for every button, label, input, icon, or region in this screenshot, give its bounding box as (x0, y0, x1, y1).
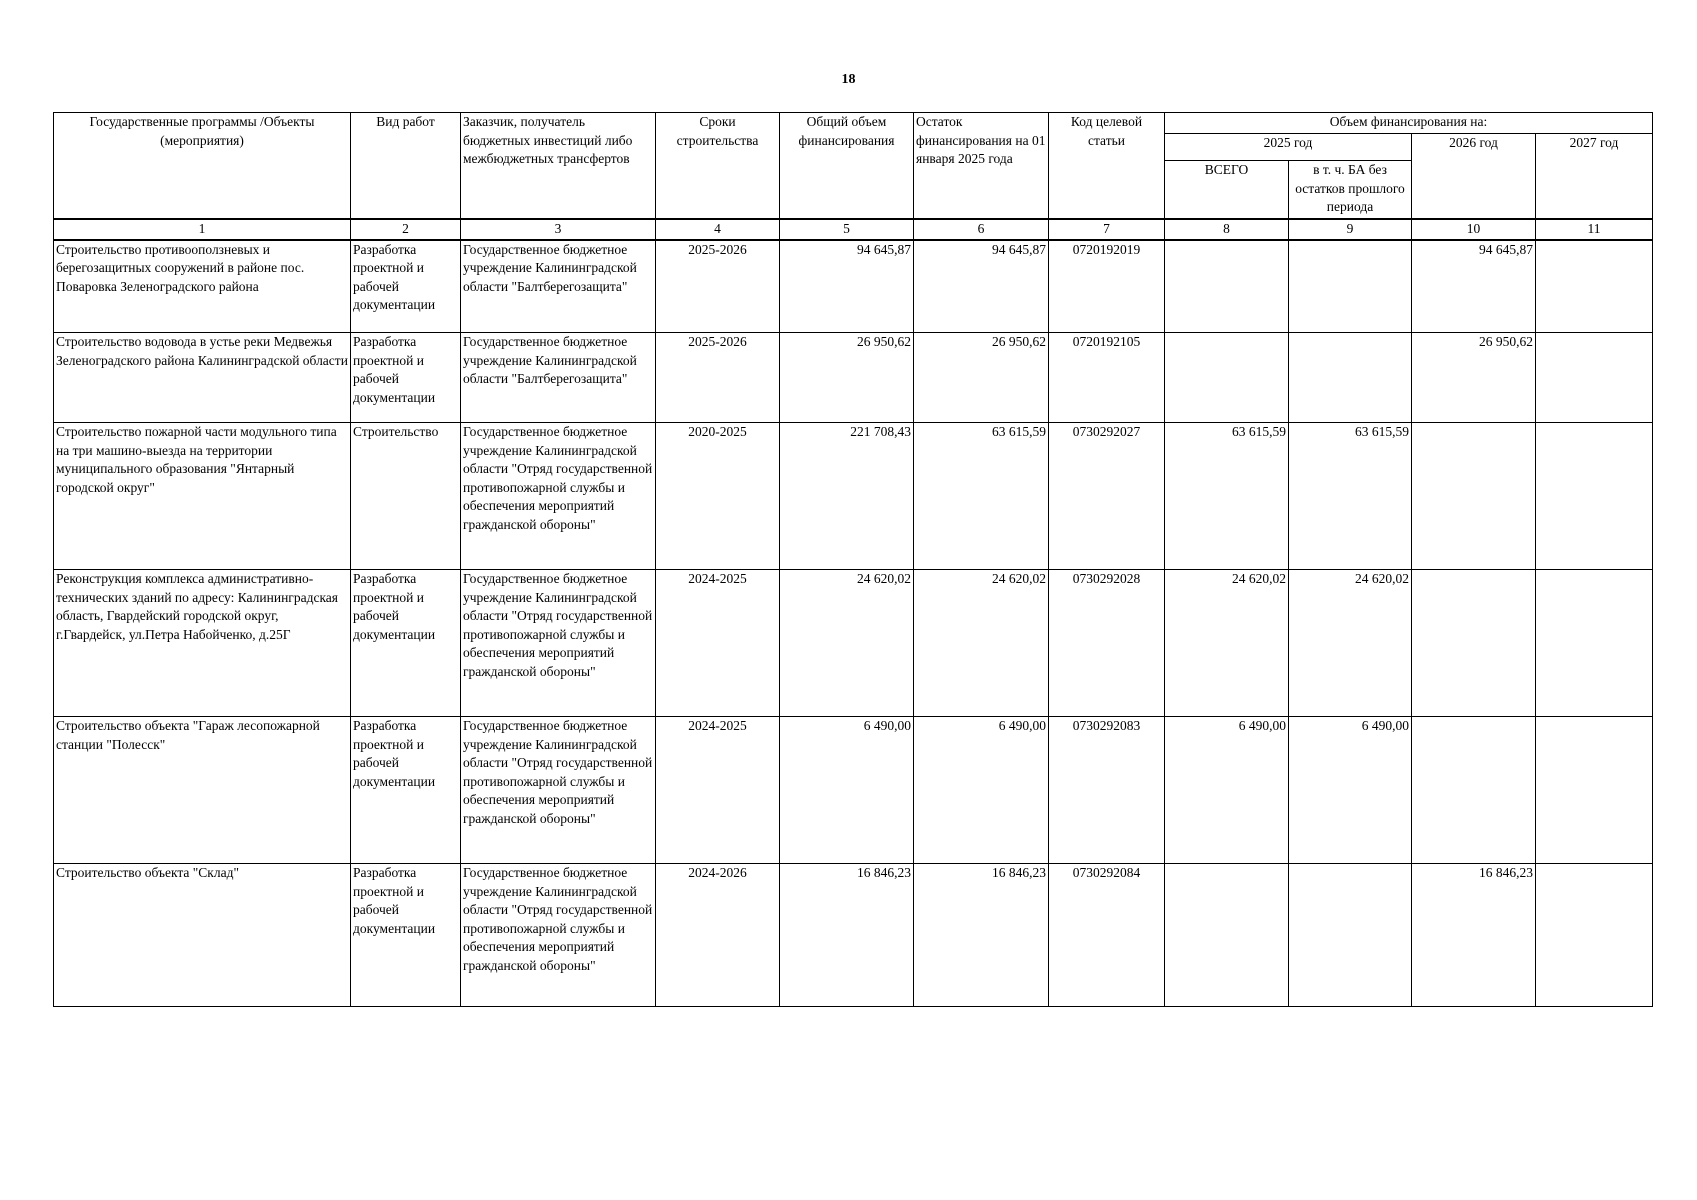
funding-2027 (1536, 240, 1653, 333)
funding-2026 (1412, 717, 1536, 864)
column-number: 1 (54, 219, 351, 240)
remainder: 16 846,23 (914, 864, 1049, 1007)
table-row (54, 333, 1653, 423)
funding-2025-ba (1289, 864, 1412, 1007)
header-objects: Государственные программы /Объекты (мероприятия) (54, 113, 351, 220)
target-code: 0730292027 (1049, 423, 1165, 570)
header-2025-total: ВСЕГО (1165, 161, 1289, 220)
column-number: 4 (656, 219, 780, 240)
column-number: 11 (1536, 219, 1653, 240)
period: 2024-2025 (656, 717, 780, 864)
total-funding: 16 846,23 (780, 864, 914, 1007)
period: 2025-2026 (656, 333, 780, 423)
table-row (54, 717, 1653, 864)
work-type: Строительство (351, 423, 461, 570)
object-name: Строительство водовода в устье реки Медвежья Зеленоградского района Калининградской области (54, 333, 351, 423)
table-row (54, 570, 1653, 717)
customer: Государственное бюджетное учреждение Калининградской области "Отряд государственной противопожарной службы и обеспечения мероприятий гражданской обороны" (461, 717, 656, 864)
remainder: 26 950,62 (914, 333, 1049, 423)
remainder: 24 620,02 (914, 570, 1049, 717)
funding-2025-ba: 63 615,59 (1289, 423, 1412, 570)
target-code: 0730292028 (1049, 570, 1165, 717)
total-funding: 221 708,43 (780, 423, 914, 570)
remainder: 6 490,00 (914, 717, 1049, 864)
funding-2026 (1412, 570, 1536, 717)
funding-2025-ba: 24 620,02 (1289, 570, 1412, 717)
column-number: 8 (1165, 219, 1289, 240)
target-code: 0730292084 (1049, 864, 1165, 1007)
funding-2025-total (1165, 240, 1289, 333)
target-code: 0730292083 (1049, 717, 1165, 864)
table-row (54, 864, 1653, 1007)
header-customer: Заказчик, получатель бюджетных инвестиций либо межбюджетных трансфертов (461, 113, 656, 220)
header-work-type: Вид работ (351, 113, 461, 220)
funding-2027 (1536, 570, 1653, 717)
header-remainder: Остаток финансирования на 01 января 2025 года (914, 113, 1049, 220)
funding-2025-ba (1289, 240, 1412, 333)
funding-2027 (1536, 717, 1653, 864)
period: 2025-2026 (656, 240, 780, 333)
header-2025-ba: в т. ч. БА без остатков прошлого периода (1289, 161, 1412, 220)
funding-2026: 26 950,62 (1412, 333, 1536, 423)
header-year-2027: 2027 год (1536, 134, 1653, 220)
funding-2025-total (1165, 864, 1289, 1007)
customer: Государственное бюджетное учреждение Калининградской области "Балтберегозащита" (461, 240, 656, 333)
funding-2025-total: 6 490,00 (1165, 717, 1289, 864)
total-funding: 6 490,00 (780, 717, 914, 864)
table-row (54, 240, 1653, 333)
column-number: 3 (461, 219, 656, 240)
funding-2026 (1412, 423, 1536, 570)
customer: Государственное бюджетное учреждение Калининградской области "Отряд государственной противопожарной службы и обеспечения мероприятий гражданской обороны" (461, 864, 656, 1007)
table-row (54, 423, 1653, 570)
work-type: Разработка проектной и рабочей документации (351, 333, 461, 423)
funding-2025-ba (1289, 333, 1412, 423)
funding-2025-total (1165, 333, 1289, 423)
object-name: Строительство объекта "Склад" (54, 864, 351, 1007)
financing-table (53, 112, 1653, 1007)
remainder: 63 615,59 (914, 423, 1049, 570)
total-funding: 94 645,87 (780, 240, 914, 333)
funding-2026: 94 645,87 (1412, 240, 1536, 333)
funding-2025-ba: 6 490,00 (1289, 717, 1412, 864)
column-number: 9 (1289, 219, 1412, 240)
target-code: 0720192019 (1049, 240, 1165, 333)
column-number: 2 (351, 219, 461, 240)
column-number: 10 (1412, 219, 1536, 240)
work-type: Разработка проектной и рабочей документации (351, 717, 461, 864)
page-number: 18 (841, 72, 856, 87)
funding-2026: 16 846,23 (1412, 864, 1536, 1007)
header-year-2026: 2026 год (1412, 134, 1536, 220)
column-number: 5 (780, 219, 914, 240)
remainder: 94 645,87 (914, 240, 1049, 333)
header-period: Сроки строительства (656, 113, 780, 220)
customer: Государственное бюджетное учреждение Калининградской области "Балтберегозащита" (461, 333, 656, 423)
funding-2025-total: 24 620,02 (1165, 570, 1289, 717)
header-funding: Объем финансирования на: (1165, 113, 1653, 134)
column-number: 6 (914, 219, 1049, 240)
funding-2027 (1536, 333, 1653, 423)
period: 2024-2025 (656, 570, 780, 717)
object-name: Строительство противооползневых и берегозащитных сооружений в районе пос. Поваровка Зеленоградского района (54, 240, 351, 333)
header-code: Код целевой статьи (1049, 113, 1165, 220)
header-total-funding: Общий объем финансирования (780, 113, 914, 220)
target-code: 0720192105 (1049, 333, 1165, 423)
customer: Государственное бюджетное учреждение Калининградской области "Отряд государственной противопожарной службы и обеспечения мероприятий гражданской обороны" (461, 423, 656, 570)
period: 2020-2025 (656, 423, 780, 570)
period: 2024-2026 (656, 864, 780, 1007)
work-type: Разработка проектной и рабочей документации (351, 570, 461, 717)
object-name: Реконструкция комплекса административно-технических зданий по адресу: Калининградская область, Гвардейский городской округ, г.Гвардейск, ул.Петра Набойченко, д.25Г (54, 570, 351, 717)
total-funding: 26 950,62 (780, 333, 914, 423)
funding-2027 (1536, 423, 1653, 570)
total-funding: 24 620,02 (780, 570, 914, 717)
column-number: 7 (1049, 219, 1165, 240)
work-type: Разработка проектной и рабочей документации (351, 864, 461, 1007)
customer: Государственное бюджетное учреждение Калининградской области "Отряд государственной противопожарной службы и обеспечения мероприятий гражданской обороны" (461, 570, 656, 717)
work-type: Разработка проектной и рабочей документации (351, 240, 461, 333)
funding-2025-total: 63 615,59 (1165, 423, 1289, 570)
object-name: Строительство объекта "Гараж лесопожарной станции "Полесск" (54, 717, 351, 864)
object-name: Строительство пожарной части модульного типа на три машино-выезда на территории муниципального образования "Янтарный городской округ" (54, 423, 351, 570)
header-year-2025: 2025 год (1165, 134, 1412, 161)
funding-2027 (1536, 864, 1653, 1007)
